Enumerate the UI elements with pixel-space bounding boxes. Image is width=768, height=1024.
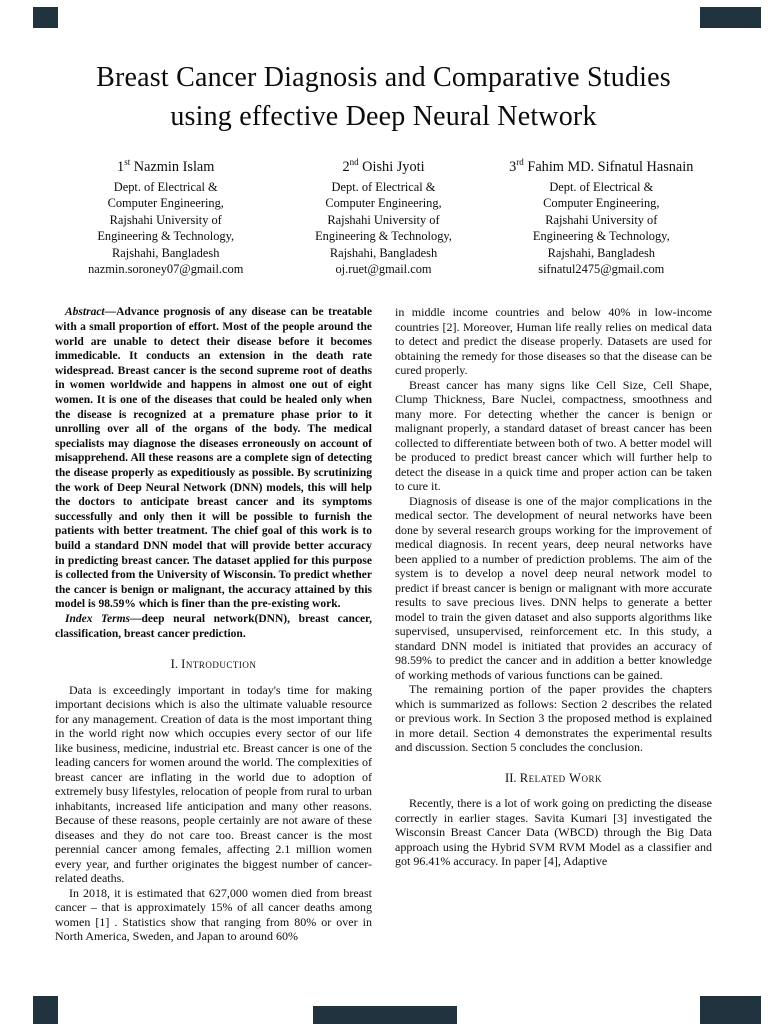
author-univ-line: Engineering & Technology,	[532, 229, 670, 244]
abstract-lead: Abstract	[65, 306, 105, 319]
author-block-3	[493, 158, 710, 277]
author-block-2	[275, 158, 492, 277]
author-email: nazmin.soroney07@gmail.com	[88, 262, 244, 277]
index-terms-paragraph: Index Terms—deep neural network(DNN), breast cancer, classification, breast cancer prediction.	[55, 612, 372, 640]
abstract-paragraph: Abstract—Advance prognosis of any disease can be treatable with a small proportion of effort. Most of the people around the world are unable to detect their disease before it becomes immedicable. It conducts an extension in the death rate widespread. Breast cancer is the second supreme root of deaths in women worldwide and happens in almost one out of eight women. It is one of the diseases that could be healed only when the disease is recognized at a premature phase prior to it unrolling over all of the organs of the body. The medical specialists may diagnose the diseases erroneously on account of misapprehend. All these reasons are a complete sign of detecting the disease properly as expeditiously as possible. By scrutinizing the work of Deep Neural Network (DNN) models, this will help the doctors to anticipate breast cancer and its symptoms successfully and only then it will be possible to furnish the patients with better treatment. The chief goal of this work is to build a standard DNN model that will provide better accuracy in predicting breast cancer. The dataset applied for this purpose is collected from the University of Wisconsin. To predict whether the cancer is benign or malignant, the accuracy attained by this model is 98.59% which is finer than the pre-existing work.	[55, 306, 372, 611]
introduction-paragraph-3: Breast cancer has many signs like Cell Size, Cell Shape, Clump Thickness, Bare Nuclei, compactness, smoothness and many more. For detecting whether the cancer is benign or malignant properly, a standard dataset of breast cancer has been collected to differentiate between both of two. A better model will be produced to predict breast cancer which will further help to detect the disease in a quick time and proper action can be taken to cure it.	[395, 377, 712, 494]
ordinal-suffix: st	[124, 157, 131, 168]
introduction-paragraph-5: The remaining portion of the paper provides the chapters which is summarized as follows: Section 2 describes the related or previous work. In Section 3 the proposed method is explained in more detail. Section 4 demonstrates the experimental results and discussion. Section 5 concludes the conclusion.	[395, 682, 712, 755]
author-dept-line: Computer Engineering,	[107, 196, 224, 211]
author-dept-line: Dept. of Electrical &	[331, 180, 436, 194]
two-column-body	[55, 305, 712, 943]
authors-row	[57, 158, 710, 277]
author-email: sifnatul2475@gmail.com	[538, 262, 665, 277]
right-column	[395, 305, 712, 943]
author-dept-line: Computer Engineering,	[325, 196, 442, 211]
paper-title-line1: Breast Cancer Diagnosis and Comparative Studies	[96, 62, 671, 93]
left-column	[55, 305, 372, 943]
author-email: oj.ruet@gmail.com	[335, 262, 432, 277]
related-work-paragraph-1: Recently, there is a lot of work going on predicting the disease correctly in earlier stages. Savita Kumari [3] investigated the Wisconsin Breast Cancer Data (WBCD) through the Big Data approach using the Hybrid SVM RVM Model as a classifier and got 96.41% accuracy. In paper [4], Adaptive	[395, 796, 712, 869]
author-univ-line: Rajshahi University of	[109, 212, 222, 227]
author-univ-line: Engineering & Technology,	[97, 229, 235, 244]
paper-title	[55, 58, 712, 136]
introduction-paragraph-2: In 2018, it is estimated that 627,000 women died from breast cancer – that is approximately 15% of all cancer deaths among women [1] . Statistics show that ranging from 80% or over in North America, Sweden, and Japan to around 60%	[55, 885, 372, 944]
author-univ-line: Rajshahi University of	[327, 212, 440, 227]
author-location: Rajshahi, Bangladesh	[112, 245, 220, 260]
introduction-paragraph-1: Data is exceedingly important in today's time for making important decisions which is also the ultimate valuable resource for any management. Creation of data is the most important thing in the world right now which occupies every sector of our life like business, medicine, industrial etc. Breast cancer is one of the leading cancers for women around the world. The complexities of breast cancer are inflating in the world due to adoption of extremely busy lifestyles, relocation of people from rural to urban inhabitants, increased life anticipation and many other reasons. Because of these reasons, people certainly are not aware of these diseases and they do not care too. Breast cancer is the most perennial cancer among females, affecting 2.1 million women every year, and further originates the biggest number of cancer-related deaths.	[55, 682, 372, 886]
paper-title-line2: using effective Deep Neural Network	[170, 101, 597, 132]
introduction-paragraph-2-continued: in middle income countries and below 40% in low-income countries [2]. Moreover, Human life really relies on medical data to detect and predict the disease properly. Datasets are used for obtaining the remedy for those diseases so that the disease can be cured properly.	[395, 305, 712, 378]
ordinal-suffix: nd	[349, 157, 359, 168]
author-dept-line: Computer Engineering,	[543, 196, 660, 211]
author-block-1	[57, 158, 274, 277]
index-terms-text: deep neural network(DNN), breast cancer, classification, breast cancer prediction.	[55, 612, 372, 640]
ordinal-suffix: rd	[516, 157, 524, 168]
author-name: 1st Nazmin Islam	[117, 157, 215, 175]
abstract-text: Advance prognosis of any disease can be treatable with a small proportion of effort. Most of the people around the world are unable to detect their disease before it becomes immedicable. It conducts an extension in the death rate widespread. Breast cancer is the second supreme root of deaths in women worldwide and happens in almost one out of eight women. It is one of the diseases that could be healed only when the disease is recognized at a premature phase prior to it unrolling over all of the organs of the body. The medical specialists may diagnose the diseases erroneously on account of misapprehend. All these reasons are a complete sign of detecting the disease properly as expeditiously as possible. By scrutinizing the work of Deep Neural Network (DNN) models, this will help the doctors to anticipate breast cancer and its symptoms successfully and only then it will be possible to furnish the patients with better treatment. The chief goal of this work is to build a standard DNN model that will provide better accuracy in predicting breast cancer. The dataset applied for this purpose is collected from the University of Wisconsin. To predict whether the cancer is benign or malignant, the accuracy attained by this model is 98.59% which is finer than the pre-existing work.	[55, 306, 372, 611]
author-dept-line: Dept. of Electrical &	[113, 180, 218, 194]
author-name: 2nd Oishi Jyoti	[342, 157, 425, 175]
introduction-paragraph-4: Diagnosis of disease is one of the major complications in the medical sector. The development of neural networks have been done by several research groups working for the improvement of medical diagnosis. In recent years, deep neural networks have been applied to a number of prediction problems. The aim of the system is to develop a novel deep neural network model to predict if breast cancer is benign or malignant with more accurate results to save precious lives. DNN helps to generate a better model to train the given dataset and also supports algorithms like supervised, unsupervised, reinforcement etc. In this study, a standard DNN model is initiated that provides an accuracy of 98.59% to predict the cancer and in addition a better knowledge of working methods of various functions can be gained.	[395, 493, 712, 682]
author-univ-line: Rajshahi University of	[545, 212, 658, 227]
section-heading-introduction: I. Introduction	[170, 657, 257, 672]
author-name: 3rd Fahim MD. Sifnatul Hasnain	[509, 157, 694, 175]
author-location: Rajshahi, Bangladesh	[547, 245, 655, 260]
section-heading-related-work: II. Related Work	[505, 770, 602, 785]
author-univ-line: Engineering & Technology,	[315, 229, 452, 244]
author-dept-line: Dept. of Electrical &	[549, 180, 654, 194]
index-terms-lead: Index Terms	[65, 612, 131, 625]
author-location: Rajshahi, Bangladesh	[329, 245, 438, 260]
